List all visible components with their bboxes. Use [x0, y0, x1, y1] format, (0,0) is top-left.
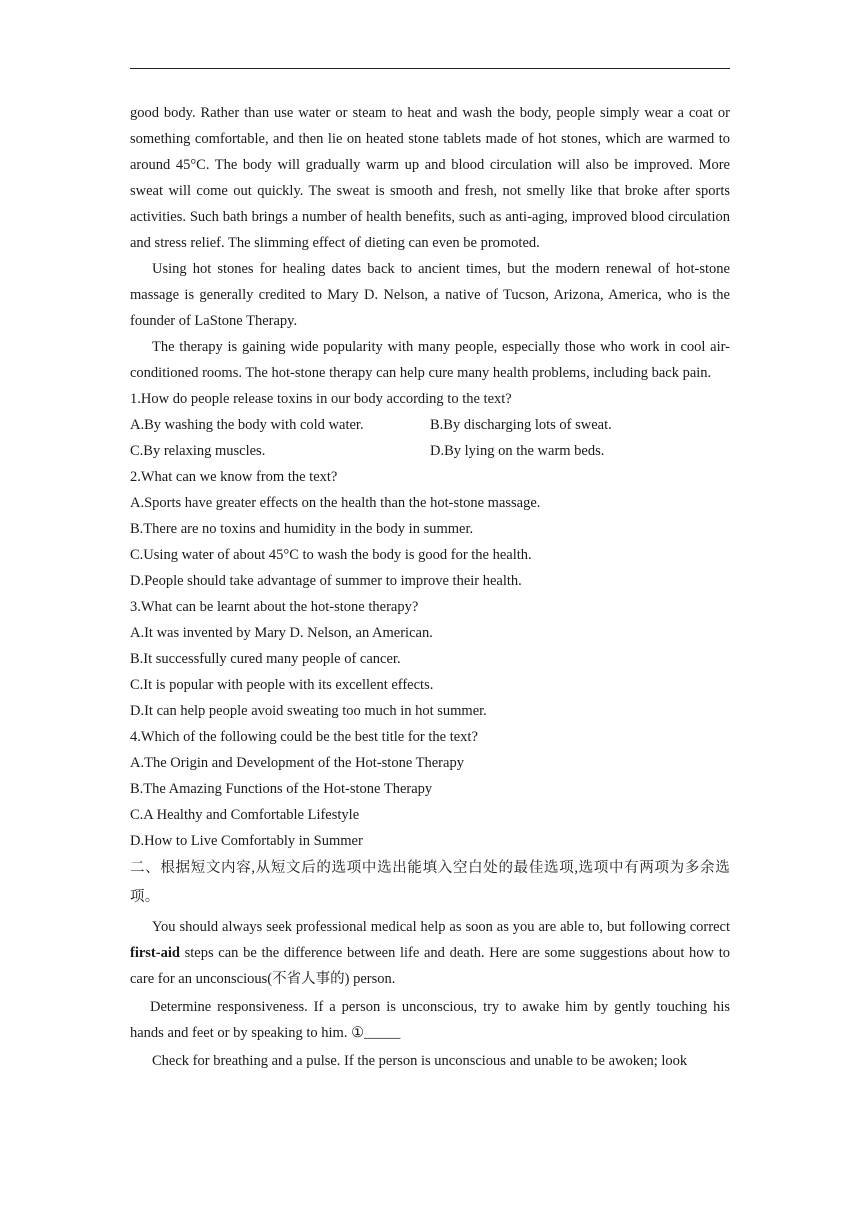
question-2-option-a: A.Sports have greater effects on the health than the hot-stone massage.	[130, 495, 541, 511]
header-rule	[130, 68, 730, 69]
question-3-option-d: D.It can help people avoid sweating too much in hot summer.	[130, 703, 487, 719]
document-body	[130, 100, 730, 1074]
question-1-option-b: B.By discharging lots of sweat.	[430, 417, 612, 433]
question-4-stem: 4.Which of the following could be the best title for the text?	[130, 729, 478, 745]
section-2-paragraph-2: Determine responsiveness. If a person is unconscious, try to awake him by gently touching his hands and feet or by speaking to him. ①_____	[130, 999, 730, 1041]
section-2-paragraph-1-end: steps can be the difference between life and death. Here are some suggestions about how to care for an unconscious(不省人事的) person.	[130, 945, 730, 987]
passage-paragraph-2: Using hot stones for healing dates back to ancient times, but the modern renewal of hot-stone massage is generally credited to Mary D. Nelson, a native of Tucson, Arizona, America, who is the founder of LaStone Therapy.	[130, 261, 730, 329]
first-aid-keyword: first-aid	[130, 945, 180, 961]
question-3-option-c: C.It is popular with people with its excellent effects.	[130, 677, 434, 693]
question-2-option-c: C.Using water of about 45°C to wash the body is good for the health.	[130, 547, 532, 563]
question-3-option-a: A.It was invented by Mary D. Nelson, an American.	[130, 625, 433, 641]
section-2-paragraph-3: Check for breathing and a pulse. If the person is unconscious and unable to be awoken; look	[152, 1053, 688, 1069]
section-2-paragraph-1	[130, 914, 730, 992]
passage-paragraph-3: The therapy is gaining wide popularity with many people, especially those who work in cool air-conditioned rooms. The hot-stone therapy can help cure many health problems, including back pain.	[130, 339, 730, 381]
question-1-options-row-2	[130, 438, 730, 464]
question-1-options-row-1	[130, 412, 730, 438]
question-2-stem: 2.What can we know from the text?	[130, 469, 338, 485]
section-2-title: 二、根据短文内容,从短文后的选项中选出能填入空白处的最佳选项,选项中有两项为多余选项。	[130, 860, 730, 905]
question-1-stem: 1.How do people release toxins in our body according to the text?	[130, 391, 512, 407]
question-2-option-b: B.There are no toxins and humidity in the body in summer.	[130, 521, 474, 537]
question-4-option-a: A.The Origin and Development of the Hot-stone Therapy	[130, 755, 464, 771]
question-1-option-d: D.By lying on the warm beds.	[430, 443, 605, 459]
passage-paragraph-1: good body. Rather than use water or steam to heat and wash the body, people simply wear a coat or something comfortable, and then lie on heated stone tablets made of hot stones, which are warmed to around 45°C. The body will gradually warm up and blood circulation will also be improved. More sweat will come out quickly. The sweat is smooth and fresh, not smelly like that broke after sports activities. Such bath brings a number of health benefits, such as anti-aging, improved blood circulation and stress relief. The slimming effect of dieting can even be promoted.	[130, 105, 730, 251]
question-1-option-c: C.By relaxing muscles.	[130, 443, 266, 459]
section-2-paragraph-1-start: You should always seek professional medical help as soon as you are able to, but following correct	[152, 919, 730, 935]
question-4-option-c: C.A Healthy and Comfortable Lifestyle	[130, 807, 360, 823]
question-3-option-b: B.It successfully cured many people of cancer.	[130, 651, 401, 667]
question-1-option-a: A.By washing the body with cold water.	[130, 417, 364, 433]
question-3-stem: 3.What can be learnt about the hot-stone therapy?	[130, 599, 419, 615]
question-4-option-d: D.How to Live Comfortably in Summer	[130, 833, 363, 849]
question-2-option-d: D.People should take advantage of summer to improve their health.	[130, 573, 522, 589]
question-4-option-b: B.The Amazing Functions of the Hot-stone Therapy	[130, 781, 433, 797]
